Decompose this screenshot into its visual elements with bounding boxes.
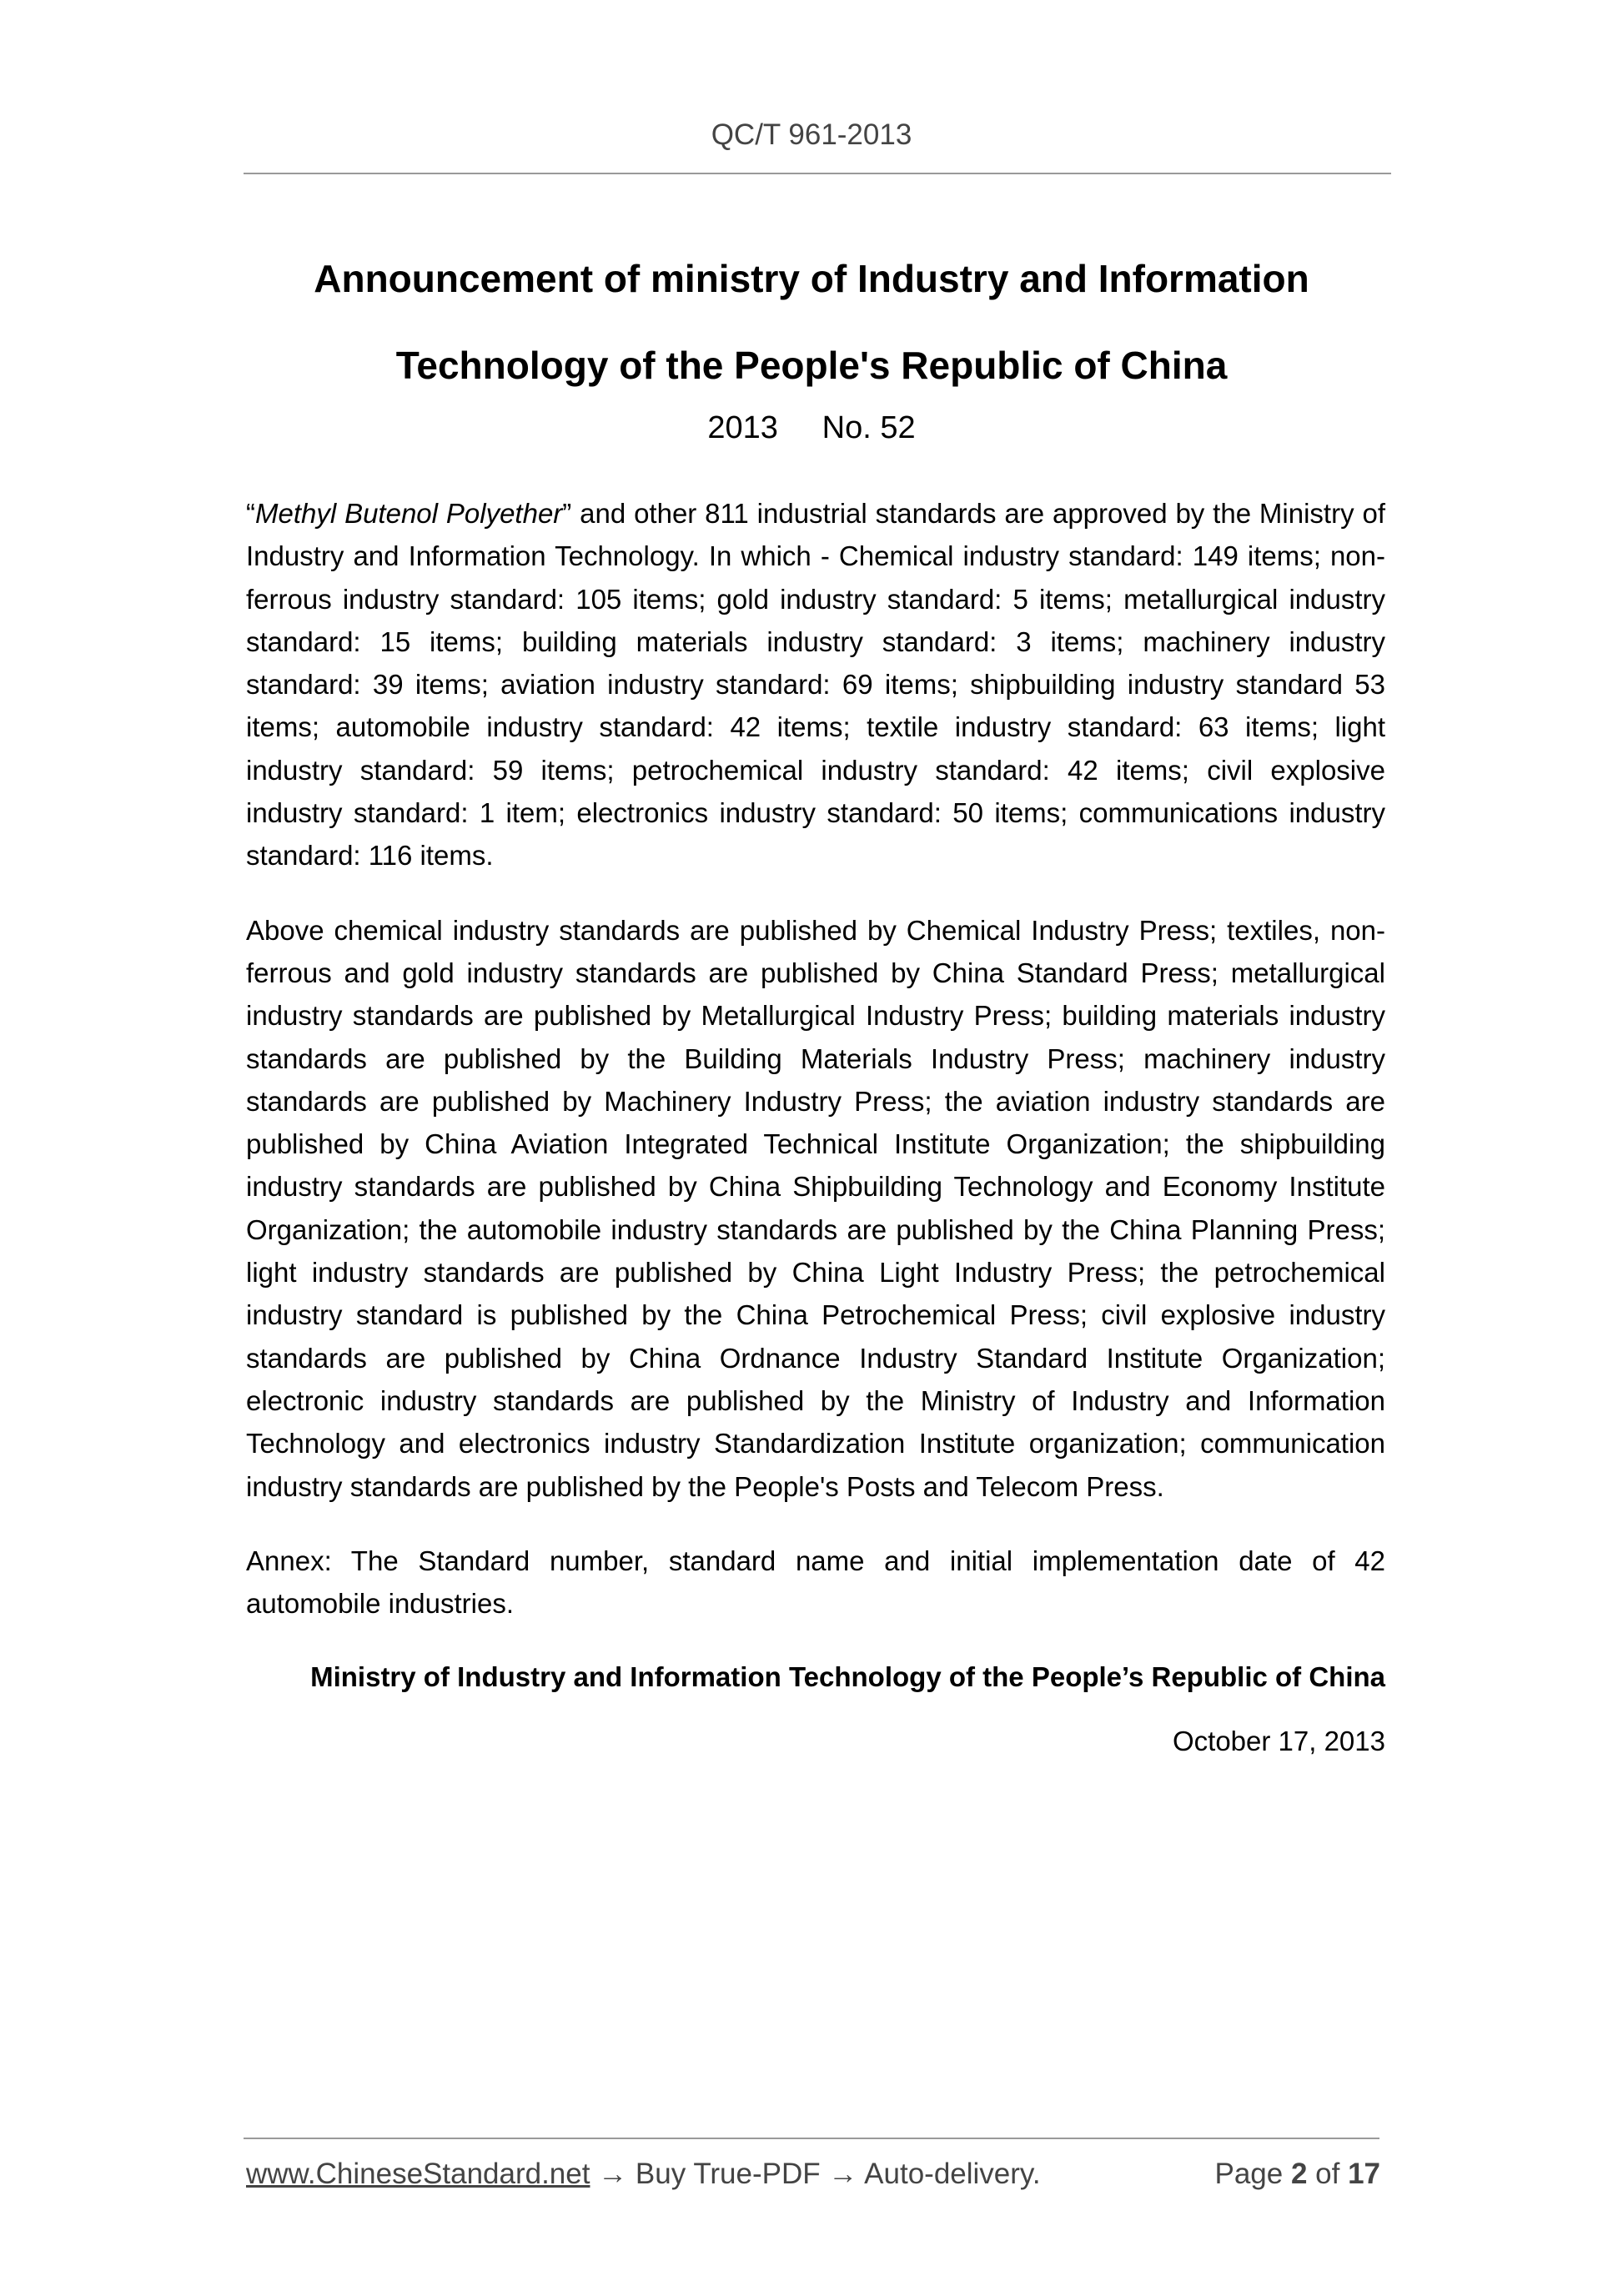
title-line-2: Technology of the People's Republic of China — [395, 344, 1228, 387]
signature-ministry: Ministry of Industry and Information Technology of the People’s Republic of China — [310, 1661, 1385, 1693]
open-quote: “ — [246, 498, 255, 529]
approval-summary-text: ” and other 811 industrial standards are approved by the Ministry of Industry and Information Technology. In which - Chemical industry standard: 149 items; non-ferrous industry standard: 105 items; gold industry standard: 5 items; metallurgical industry standard: 15 items; building materials industry standard: 3 items; machinery industry standard: 39 items; aviation industry standard: 69 items; shipbuilding industry standard 53 items; automobile industry standard: 42 items; textile industry standard: 63 items; light industry standard: 59 items; petrochemical industry standard: 42 items; civil explosive industry standard: 1 item; electronics industry standard: 50 items; communications industry standard: 116 items. — [246, 498, 1385, 872]
paragraph-publishers: Above chemical industry standards are published by Chemical Industry Press; textiles, non-ferrous and gold industry standards are published by China Standard Press; metallurgical industry standards are published by Metallurgical Industry Press; building materials industry standards are published by the Building Materials Industry Press; machinery industry standards are published by Machinery Industry Press; the aviation industry standards are published by China Aviation Integrated Technical Institute Organization; the shipbuilding industry standards are published by China Shipbuilding Technology and Economy Institute Organization; the automobile industry standards are published by the China Planning Press; light industry standards are published by China Light Industry Press; the petrochemical industry standard is published by the China Petrochemical Press; civil explosive industry standards are published by China Ordnance Industry Standard Institute Organization; electronic industry standards are published by the Ministry of Industry and Information Technology and electronics industry Standardization Institute organization; communication industry standards are published by the People's Posts and Telecom Press. — [246, 914, 1385, 1502]
page-label: Page — [1214, 2158, 1291, 2190]
footer-promo-text: → Buy True-PDF → Auto-delivery. — [590, 2158, 1041, 2190]
standard-name-italic: Methyl Butenol Polyether — [255, 498, 563, 529]
title-line-1: Announcement of ministry of Industry and Information — [314, 257, 1309, 300]
footer-divider — [244, 2138, 1379, 2139]
document-code-header: QC/T 961-2013 — [711, 118, 912, 151]
page-total: 17 — [1348, 2158, 1380, 2190]
announcement-date: October 17, 2013 — [1172, 1725, 1385, 1756]
page-current: 2 — [1290, 2158, 1308, 2190]
announcement-title — [0, 235, 1623, 409]
page-indicator — [1214, 2156, 1380, 2193]
paragraph-annex: Annex: The Standard number, standard name and initial implementation date of 42 automobile industries. — [246, 1545, 1385, 1620]
header-divider — [244, 173, 1391, 174]
footer-promo — [246, 2156, 1041, 2193]
paragraph-approval-summary — [246, 492, 1385, 877]
announcement-number: 2013 No. 52 — [707, 410, 916, 445]
document-body — [246, 492, 1385, 1762]
page-of-label: of — [1307, 2158, 1349, 2190]
website-link[interactable]: www.ChineseStandard.net — [246, 2158, 590, 2190]
